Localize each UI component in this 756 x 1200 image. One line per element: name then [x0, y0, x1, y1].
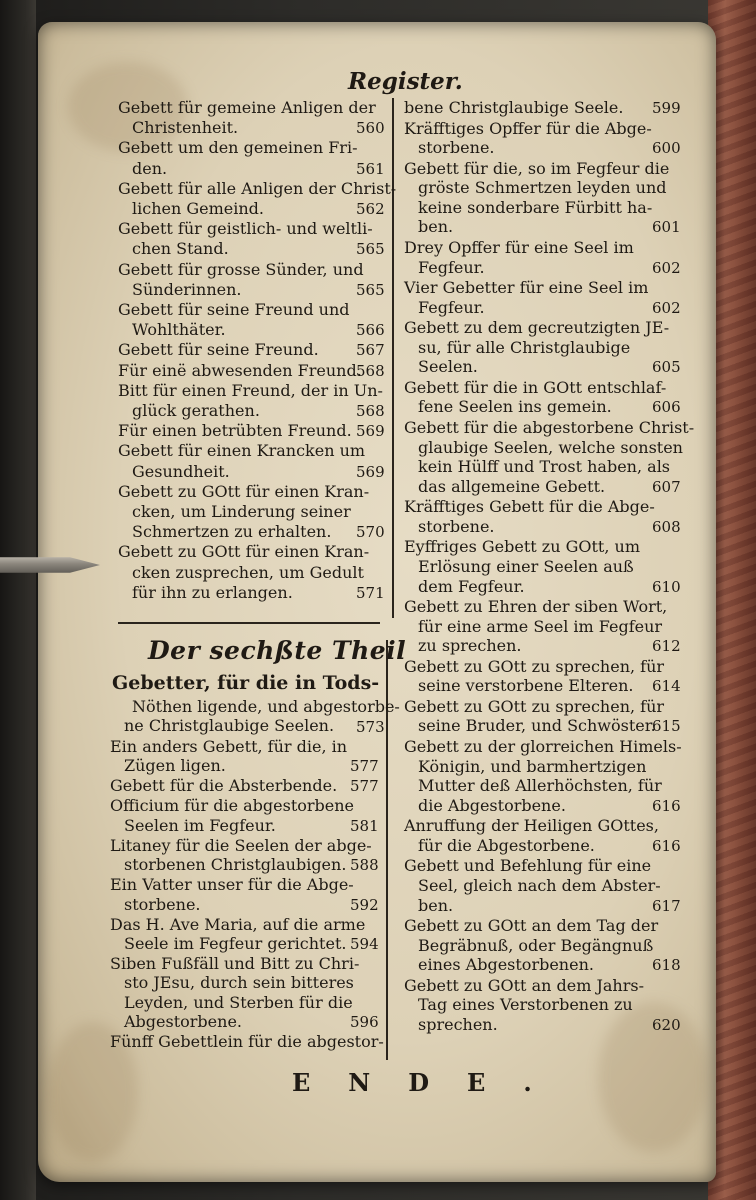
index-entry-continuation: Sünderinnen.	[132, 279, 242, 299]
index-entry-title: Gebett für grosse Sünder, und	[118, 259, 364, 279]
index-entry-continuation: cken zusprechen, um Gedult	[132, 562, 364, 582]
index-entry-title: Gebett zu GOtt für einen Kran-	[118, 542, 370, 562]
index-entry-title: Gebett für seine Freund.	[118, 340, 319, 360]
index-entry-title: Vier Gebetter für eine Seel im	[404, 278, 649, 297]
index-entry-continuation: Tag eines Verstorbenen zu	[418, 995, 633, 1015]
index-page-number: 620	[652, 1015, 681, 1034]
index-entry-title: Ein anders Gebett, für die, in	[110, 737, 348, 756]
index-page-number: 594	[350, 935, 379, 953]
index-page-number: 562	[356, 200, 385, 218]
index-entry-continuation: Mutter deß Allerhöchsten, für	[418, 776, 662, 796]
index-page-number: 588	[350, 856, 379, 875]
index-entry-continuation: ben.	[418, 895, 454, 915]
index-page-number: 596	[350, 1013, 379, 1032]
index-entry-title: Gebett für einen Krancken um	[118, 441, 366, 461]
index-entry-continuation: Begräbnuß, oder Begängnuß	[418, 935, 654, 955]
index-entry-title: Gebett zu dem gecreutzigten JE-	[404, 318, 670, 338]
index-entry-continuation: cken, um Linderung seiner	[132, 502, 351, 521]
page-title: Register.	[348, 68, 463, 95]
index-entry-continuation: Fegfeur.	[418, 257, 485, 277]
section-subtitle-line: ne Christglaubige Seelen.	[124, 716, 335, 735]
index-entry-title: Gebett zu Ehren der siben Wort,	[404, 597, 668, 616]
section-subtitle-line: Nöthen ligende, und abgestorbe-	[132, 697, 400, 716]
index-entry-continuation: chen Stand.	[132, 239, 229, 259]
index-entry-title: Für einen betrübten Freund.	[118, 421, 352, 441]
index-entry-title: Gebett für die in GOtt entschlaf-	[404, 377, 667, 397]
index-entry-continuation: Seelen.	[418, 357, 478, 377]
index-entry-continuation: für eine arme Seel im Fegfeur	[418, 616, 663, 636]
index-entry-continuation: Seelen im Fegfeur.	[124, 815, 276, 835]
index-entry-continuation: storbene.	[124, 894, 201, 914]
index-page-number: 599	[652, 99, 681, 117]
index-entry-title: Gebett für geistlich- und weltli-	[118, 219, 373, 239]
index-page-number: 569	[356, 422, 385, 441]
index-page-number: 605	[652, 358, 681, 377]
index-entry-title: Drey Opffer für eine Seel im	[404, 237, 634, 257]
index-entry-title: Gebett zu GOtt zu sprechen, für	[404, 656, 665, 676]
section-title: Der sechßte Theil	[148, 636, 407, 665]
index-entry-title: Das H. Ave Maria, auf die arme	[110, 914, 366, 934]
index-page-number: 567	[356, 341, 385, 360]
index-entry-continuation: dem Fegfeur.	[418, 576, 525, 596]
index-entry-continuation: lichen Gemeind.	[132, 199, 264, 218]
index-entry-title: Bitt für einen Freund, der in Un-	[118, 380, 383, 400]
index-entry-title: Gebett um den gemeinen Fri-	[118, 138, 358, 158]
index-entry-title: Gebett zu GOtt an dem Tag der	[404, 916, 659, 935]
index-entry-title: Für einë abwesenden Freund.	[118, 360, 362, 380]
index-page-number: 592	[350, 895, 379, 914]
index-entry-continuation: storbene.	[418, 138, 495, 158]
index-entry-title: Ein Vatter unser für die Abge-	[110, 875, 354, 895]
index-page-number: 566	[356, 321, 385, 340]
index-entry-title: Gebett zu der glorreichen Himels-	[404, 736, 682, 756]
index-entry-continuation: Erlösung einer Seelen auß	[418, 556, 634, 576]
index-entry-title: bene Christglaubige Seele.	[404, 98, 624, 117]
index-entry-continuation: sprechen.	[418, 1014, 498, 1034]
index-entry-title: Anruffung der Heiligen GOttes,	[404, 816, 659, 836]
index-entry-continuation: glück gerathen.	[132, 401, 260, 420]
index-entry-continuation: gröste Schmertzen leyden und	[418, 178, 667, 198]
index-entry-title: Gebett für die, so im Fegfeur die	[404, 158, 670, 178]
index-page-number: 569	[356, 462, 385, 481]
index-entry-title: Gebett zu GOtt für einen Kran-	[118, 481, 370, 501]
index-entry-title: Kräfftiges Gebett für die Abge-	[404, 497, 655, 517]
index-entry-continuation: su, für alle Christglaubige	[418, 337, 631, 357]
index-page-number: 568	[356, 361, 385, 380]
index-entry-title: Siben Fußfäll und Bitt zu Chri-	[110, 954, 360, 973]
index-entry-title: Gebett für alle Anligen der Christ-	[118, 178, 397, 198]
index-entry-continuation: fene Seelen ins gemein.	[418, 397, 612, 417]
index-entry-continuation: keine sonderbare Fürbitt ha-	[418, 197, 653, 217]
index-entry-title: Fünff Gebettlein für die abgestor-	[110, 1032, 384, 1052]
index-entry-title: Gebett für die abgestorbene Christ-	[404, 417, 695, 437]
column-divider	[392, 98, 394, 618]
index-page-number: 570	[356, 523, 385, 542]
index-page-number: 602	[652, 258, 681, 277]
index-entry-continuation: Seel, gleich nach dem Abster-	[418, 875, 661, 895]
index-page-number: 612	[652, 637, 681, 656]
index-entry-continuation: storbene.	[418, 516, 495, 536]
index-entry-continuation: Seele im Fegfeur gerichtet.	[124, 934, 347, 953]
index-page-number: 577	[350, 757, 379, 776]
index-entry-continuation: eines Abgestorbenen.	[418, 955, 594, 975]
index-entry-title: Eyffriges Gebett zu GOtt, um	[404, 537, 640, 557]
index-page-number: 606	[652, 398, 681, 417]
index-entry-continuation: den.	[132, 158, 168, 178]
index-entry-title: Kräfftiges Opffer für die Abge-	[404, 118, 652, 138]
index-page-number: 618	[652, 956, 681, 975]
index-entry-continuation: storbenen Christglaubigen.	[124, 855, 347, 875]
section-subtitle: Gebetter, für die in Tods-	[112, 672, 380, 694]
index-page-number: 614	[652, 677, 681, 696]
index-entry-title: Gebett und Befehlung für eine	[404, 856, 652, 876]
index-entry-continuation: für die Abgestorbene.	[418, 835, 595, 855]
index-entry-continuation: das allgemeine Gebett.	[418, 476, 606, 496]
index-entry-title: Gebett für gemeine Anligen der	[118, 98, 376, 117]
index-page-number: 610	[652, 577, 681, 596]
index-entry-continuation: Zügen ligen.	[124, 756, 226, 776]
index-page-number: 617	[652, 896, 681, 915]
index-entry-continuation: Abgestorbene.	[124, 1012, 242, 1032]
index-page-number: 615	[652, 717, 681, 736]
index-page-number: 601	[652, 218, 681, 237]
index-page-number: 608	[652, 517, 681, 536]
index-page-number: 577	[350, 777, 379, 796]
index-entry-continuation: sto JEsu, durch sein bitteres	[124, 973, 354, 993]
index-entry-continuation: seine verstorbene Elteren.	[418, 676, 634, 696]
index-entry-continuation: die Abgestorbene.	[418, 795, 566, 815]
index-page-number: 568	[356, 402, 385, 420]
index-page-number: 600	[652, 139, 681, 158]
index-page-number: 616	[652, 796, 681, 815]
index-entry-continuation: glaubige Seelen, welche sonsten	[418, 437, 683, 457]
index-entry-continuation: für ihn zu erlangen.	[132, 582, 293, 602]
index-entry-continuation: seine Bruder, und Schwöster.	[418, 716, 656, 736]
index-page-number: 607	[652, 477, 681, 496]
index-entry-continuation: Gesundheit.	[132, 461, 230, 481]
index-entry-continuation: Wohlthäter.	[132, 320, 226, 340]
index-page-number: 560	[356, 119, 385, 138]
index-page-number: 616	[652, 836, 681, 855]
index-page-number: 565	[356, 240, 385, 259]
book-spine	[0, 0, 36, 1200]
index-page-number: 602	[652, 298, 681, 317]
index-entry-continuation: Schmertzen zu erhalten.	[132, 522, 332, 542]
index-entry-continuation: Christenheit.	[132, 118, 239, 138]
index-entry-continuation: kein Hülff und Trost haben, als	[418, 457, 671, 477]
index-page-number: 561	[356, 159, 385, 178]
index-entry-continuation: zu sprechen.	[418, 636, 522, 656]
index-entry-continuation: Leyden, und Sterben für die	[124, 992, 353, 1012]
index-entry-title: Gebett für die Absterbende.	[110, 776, 338, 796]
index-page-number: 581	[350, 816, 379, 835]
section-page-number: 573	[356, 718, 385, 736]
index-entry-title: Officium für die abgestorbene	[110, 796, 355, 816]
index-entry-title: Gebett für seine Freund und	[118, 300, 350, 319]
end-mark: ENDE.	[292, 1068, 570, 1097]
index-entry-title: Gebett zu GOtt zu sprechen, für	[404, 696, 665, 716]
index-entry-continuation: Fegfeur.	[418, 297, 485, 317]
index-entry-title: Gebett zu GOtt an dem Jahrs-	[404, 975, 644, 995]
index-entry-continuation: ben.	[418, 217, 454, 237]
index-page-number: 571	[356, 583, 385, 602]
index-page-number: 565	[356, 280, 385, 299]
section-rule	[118, 622, 380, 624]
index-entry-title: Litaney für die Seelen der abge-	[110, 835, 372, 855]
index-entry-continuation: Königin, und barmhertzigen	[418, 756, 647, 776]
